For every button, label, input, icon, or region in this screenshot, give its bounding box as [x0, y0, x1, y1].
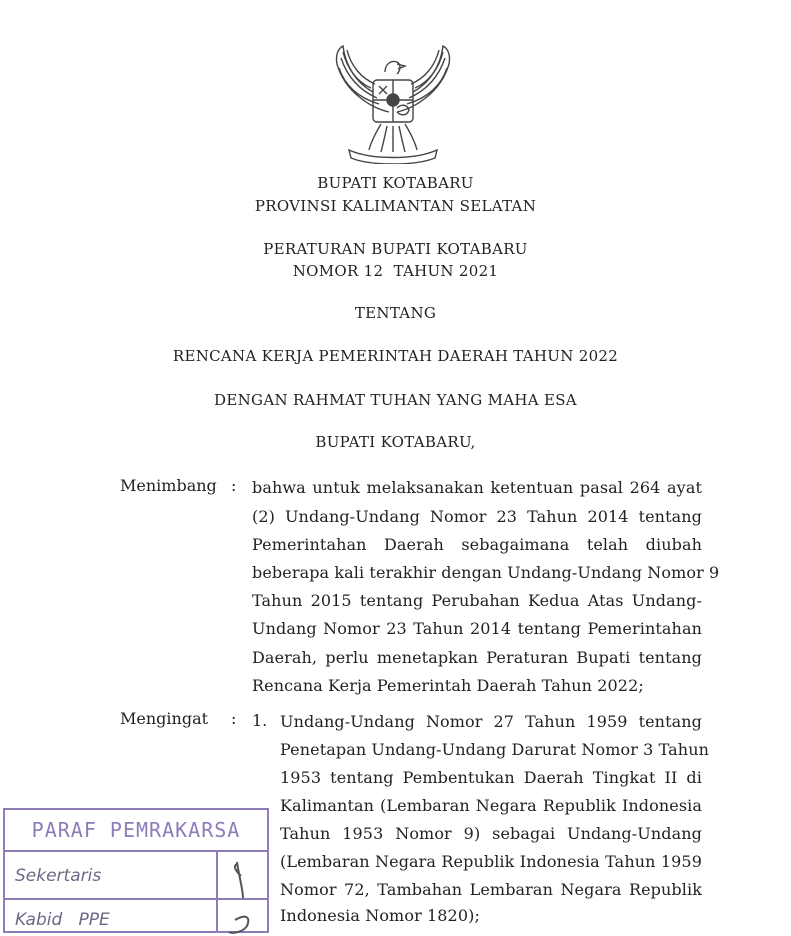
paragraph-line: bahwa untuk melaksanakan ketentuan pasal 264 ayat — [252, 478, 702, 497]
paragraph-line: Daerah, perlu menetapkan Peraturan Bupati tentang — [252, 648, 702, 667]
initial-signature — [221, 856, 265, 936]
stamp-row-kabid: Kabid PPE — [15, 910, 110, 930]
menimbang-colon: : — [231, 476, 237, 495]
paragraph-line: beberapa kali terakhir dengan Undang-Undang Nomor 9 — [252, 563, 720, 582]
paragraph-line: Tahun 1953 Nomor 9) sebagai Undang-Undang — [280, 824, 702, 843]
paragraph-line: Kalimantan (Lembaran Negara Republik Indonesia — [280, 796, 702, 815]
garuda-emblem — [331, 42, 455, 164]
regulation-subject: RENCANA KERJA PEMERINTAH DAERAH TAHUN 2022 — [172, 347, 619, 365]
mengingat-colon: : — [231, 709, 237, 728]
regulation-number: NOMOR 12 TAHUN 2021 — [292, 262, 499, 280]
item-number: 1. — [252, 711, 268, 730]
paragraph-line: Indonesia Nomor 1820); — [280, 906, 480, 925]
paragraph-line: Nomor 72, Tambahan Lembaran Negara Republik — [280, 880, 702, 899]
paragraph-line: Tahun 2015 tentang Perubahan Kedua Atas Undang- — [252, 591, 702, 610]
paragraph-line: Undang Nomor 23 Tahun 2014 tentang Pemerintahan — [252, 619, 702, 638]
stamp-divider — [216, 850, 218, 931]
paragraph-line: Penetapan Undang-Undang Darurat Nomor 3 Tahun — [280, 740, 709, 759]
blessing-line: DENGAN RAHMAT TUHAN YANG MAHA ESA — [214, 391, 577, 409]
province-title: PROVINSI KALIMANTAN SELATAN — [254, 197, 537, 215]
paragraph-line: Rencana Kerja Pemerintah Daerah Tahun 2022; — [252, 676, 644, 695]
paragraph-line: (Lembaran Negara Republik Indonesia Tahun 1959 — [280, 852, 702, 871]
paragraph-line: Undang-Undang Nomor 27 Tahun 1959 tentang — [280, 712, 702, 731]
paragraph-line: Pemerintahan Daerah sebagaimana telah diubah — [252, 535, 702, 554]
regent-title: BUPATI KOTABARU — [317, 174, 474, 192]
paragraph-line: (2) Undang-Undang Nomor 23 Tahun 2014 tentang — [252, 507, 702, 526]
mengingat-label: Mengingat — [120, 709, 209, 728]
paragraph-line: 1953 tentang Pembentukan Daerah Tingkat II di — [280, 768, 702, 787]
regent-line: BUPATI KOTABARU, — [315, 433, 476, 451]
stamp-title: PARAF PEMRAKARSA — [5, 810, 267, 852]
about-heading: TENTANG — [354, 304, 437, 322]
stamp-row-sekertaris: Sekertaris — [15, 866, 102, 886]
menimbang-label: Menimbang — [120, 476, 217, 495]
regulation-title: PERATURAN BUPATI KOTABARU — [263, 240, 528, 258]
paraf-stamp — [3, 808, 269, 933]
